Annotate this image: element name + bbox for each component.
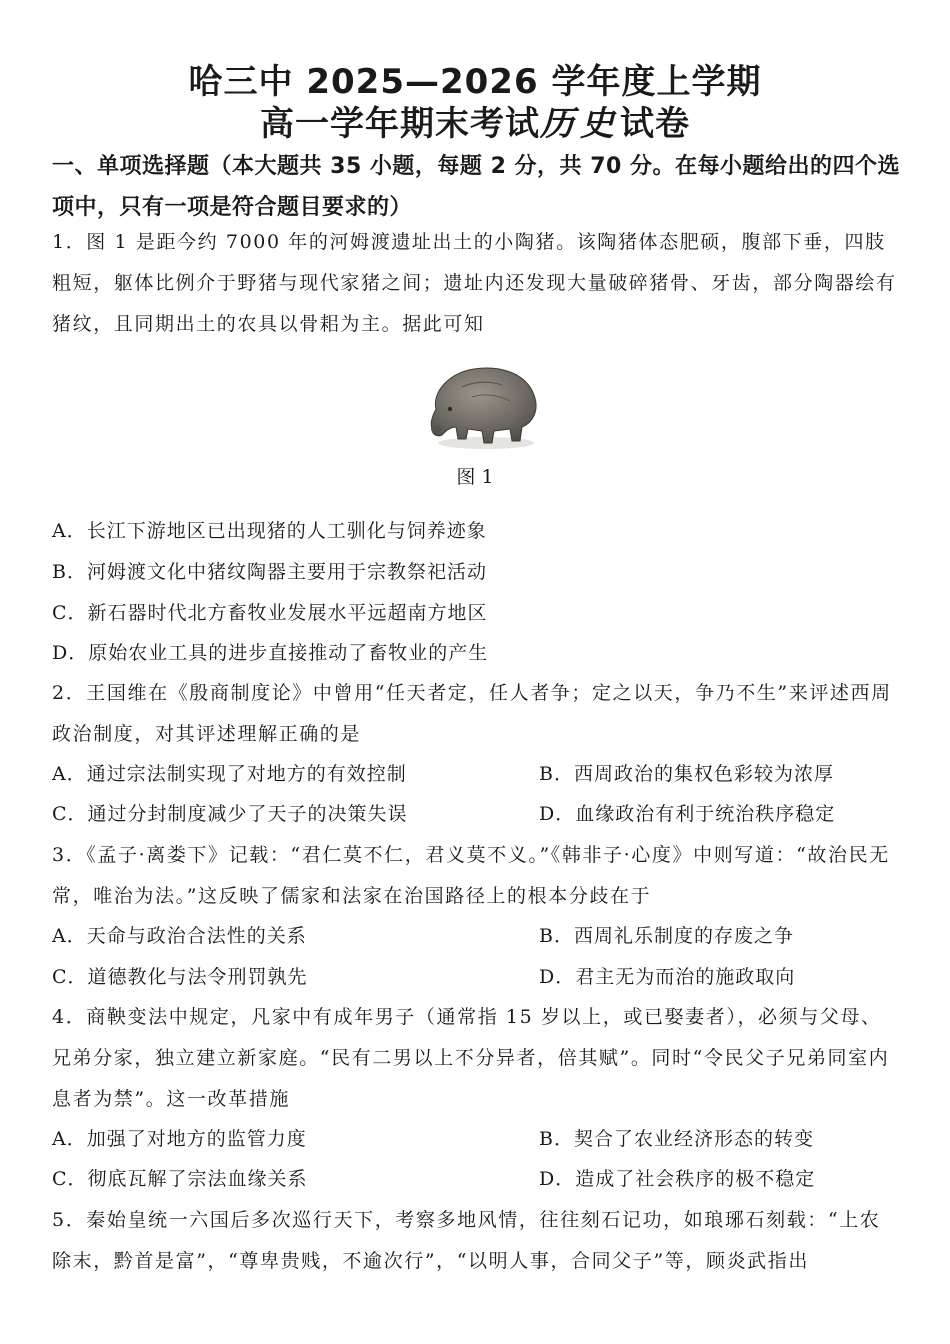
q4-option-d[interactable]: D．造成了社会秩序的极不稳定 [539,1168,816,1190]
q1-option-b[interactable]: B．河姆渡文化中猪纹陶器主要用于宗教祭祀活动 [52,561,487,583]
q3-option-b[interactable]: B．西周礼乐制度的存废之争 [539,925,794,947]
question-5-stem: 5．秦始皇统一六国后多次巡行天下，考察多地风情，往往刻石记功，如琅琊石刻载：“上农除末，黔首是富”，“尊卑贵贱，不逾次行”，“以明人事，合同父子”等，顾炎武指出 [52,1209,881,1272]
exam-title-line2 [0,96,950,145]
q4-option-b[interactable]: B．契合了农业经济形态的转变 [539,1128,814,1150]
question-2-stem: 2．王国维在《殷商制度论》中曾用“任天者定，任人者争；定之以天，争乃不生”来评述西周政治制度，对其评述理解正确的是 [52,682,892,745]
q4-option-a[interactable]: A．加强了对地方的监管力度 [52,1128,307,1150]
q2-option-d[interactable]: D．血缘政治有利于统治秩序稳定 [539,803,836,825]
q3-option-d[interactable]: D．君主无为而治的施政取向 [539,966,796,988]
q4-option-c[interactable]: C．彻底瓦解了宗法血缘关系 [52,1168,308,1190]
q2-option-a[interactable]: A．通过宗法制实现了对地方的有效控制 [52,763,407,785]
q2-option-b[interactable]: B．西周政治的集权色彩较为浓厚 [539,763,834,785]
title-subject: 历史 [540,104,620,144]
q2-option-c[interactable]: C．通过分封制度减少了天子的决策失误 [52,803,408,825]
section-heading: 一、单项选择题（本大题共 35 小题，每题 2 分，共 70 分。在每小题给出的四个选项中，只有一项是符合题目要求的） [52,154,900,220]
title-prefix: 高一学年期末考试 [260,104,540,144]
q1-option-a[interactable]: A．长江下游地区已出现猪的人工驯化与饲养迹象 [52,520,487,542]
q1-option-c[interactable]: C．新石器时代北方畜牧业发展水平远超南方地区 [52,602,488,624]
question-1-stem: 1．图 1 是距今约 7000 年的河姆渡遗址出土的小陶猪。该陶猪体态肥硕，腹部下垂，四肢粗短，躯体比例介于野猪与现代家猪之间；遗址内还发现大量破碎猪骨、牙齿，部分陶器绘有猪纹，且同期出土的农具以骨耜为主。据此可知 [52,231,897,335]
question-4-stem: 4．商鞅变法中规定，凡家中有成年男子（通常指 15 岁以上，或已娶妻者），必须与父母、兄弟分家，独立建立新家庭。“民有二男以上不分异者，倍其赋”。同时“令民父子兄弟同室内息者为禁”。这一改革措施 [52,1006,890,1110]
q3-option-a[interactable]: A．天命与政治合法性的关系 [52,925,307,947]
q3-option-c[interactable]: C．道德教化与法令刑罚孰先 [52,966,308,988]
title-suffix: 试卷 [620,104,690,144]
exam-title-line1: 哈三中 2025—2026 学年度上学期 [188,62,762,102]
question-3-stem: 3．《孟子·离娄下》记载：“君仁莫不仁，君义莫不义。”《韩非子·心度》中则写道：“故治民无常，唯治为法。”这反映了儒家和法家在治国路径上的根本分歧在于 [52,844,890,907]
figure-1-caption: 图 1 [456,466,494,488]
q1-option-d[interactable]: D．原始农业工具的进步直接推动了畜牧业的产生 [52,642,489,664]
pottery-pig-figure [422,357,542,453]
